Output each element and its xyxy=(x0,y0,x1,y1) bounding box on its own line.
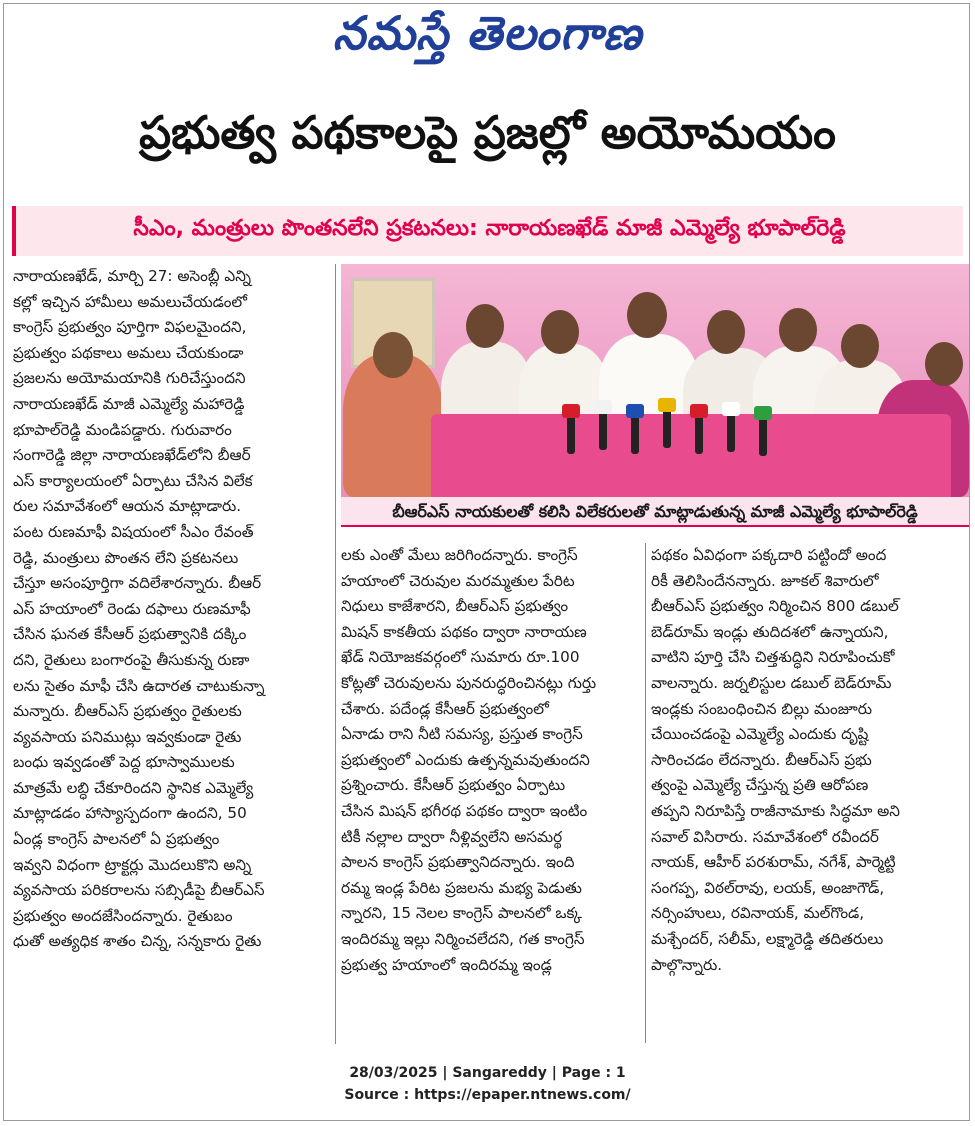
photo-microphone-head xyxy=(754,406,772,420)
photo-person-head xyxy=(707,310,745,354)
footer-date-edition: 28/03/2025 | Sangareddy | Page : 1 xyxy=(349,1065,626,1081)
photo-microphone xyxy=(631,414,639,454)
photo-person-head xyxy=(373,332,413,378)
photo-microphone-head xyxy=(626,404,644,418)
article-column-1: నారాయణఖేడ్, మార్చి 27: అసెంబ్లీ ఎన్ని కల్లో ఇచ్చిన హామీలు అమలుచేయడంలో కాంగ్రెస్ ప్రభుత్వం పూర్తిగా విఫలమైందని, ప్రభుత్వం పథకాలు అమలు చేయకుండా ప్రజలను అయోమయానికి గురిచేస్తుందని నారాయణఖేడ్ మాజీ ఎమ్మెల్యే మహారెడ్డి భూపాల్‌రెడ్డి మండిపడ్డారు. గురువారం సంగారెడ్డి జిల్లా నారాయణఖేడ్‌లోని బీఆర్ ఎస్ కార్యాలయంలో ఏర్పాటు చేసిన విలేక రుల సమావేశంలో ఆయన మాట్లాడారు. పంట రుణమాఫీ విషయంలో సీఎం రేవంత్ రెడ్డి, మంత్రులు పొంతన లేని ప్రకటనలు చేస్తూ అసంపూర్తిగా వదిలేశారన్నారు. బీఆర్ ఎస్ హయాంలో రెండు దఫాలు రుణమాఫీ చేసిన ఘనత కేసీఆర్ ప్రభుత్వానికి దక్కిం దని, రైతులు బంగారంపై తీసుకున్న రుణా లను సైతం మాఫీ చేసి ఉదారత చాటుకున్నా మన్నారు. బీఆర్‌ఎస్ ప్రభుత్వం రైతులకు వ్యవసాయ పనిముట్లు ఇవ్వకుండా రైతు బంధు ఇవ్వడంతో పెద్ద భూస్వాములకు మాత్రమే లబ్ధి చేకూరిందని స్థానిక ఎమ్మెల్యే మాట్లాడడం హాస్యాస్పదంగా ఉందని, 50 ఏండ్ల కాంగ్రెస్ పాలనలో ఏ ప్రభుత్వం ఇవ్వని విధంగా ట్రాక్టర్లు మొదలుకొని అన్ని వ్యవసాయ పరికరాలను సబ్సిడీపై బీఆర్‌ఎస్ ప్రభుత్వం అందజేసిందన్నారు. రైతుబం ధుతో అత్యధిక శాతం చిన్న, సన్నకారు రైతు xyxy=(13,267,265,951)
photo-person-head xyxy=(466,304,504,348)
photo-person-head xyxy=(541,310,579,354)
photo-microphone xyxy=(695,414,703,454)
column-divider xyxy=(645,543,646,1043)
photo-table xyxy=(431,414,951,497)
photo-person-head xyxy=(779,308,817,352)
article-column-3: పథకం ఏవిధంగా పక్కదారి పట్టిందో అంద రికీ తెలిసిందేనన్నారు. జూకల్ శివారులో బీఆర్‌ఎస్ ప్రభుత్వం నిర్మించిన 800 డబుల్ బెడ్‌రూమ్ ఇండ్లు తుదిదశలో ఉన్నాయని, వాటిని పూర్తి చేసి చిత్తశుద్ధిని నిరూపించుకో వాలన్నారు. జర్నలిస్టుల డబుల్ బెడ్‌రూమ్ ఇండ్లకు సంబంధించిన బిల్లు మంజూరు చేయించడంపై ఎమ్మెల్యే ఎందుకు దృష్టి సారించడం లేదన్నారు. బీఆర్‌ఎస్ ప్రభు త్వంపై ఎమ్మెల్యే చేస్తున్న ప్రతి ఆరోపణ తప్పని నిరూపిస్తే రాజీనామాకు సిద్ధమా అని సవాల్ విసిరారు. సమావేశంలో రవీందర్ నాయక్, ఆహీర్ పరశురామ్, నగేశ్, పార్మెట్టి సంగప్ప, విఠల్‌రావు, లయక్, అంజాగౌడ్, నర్సింహులు, రవినాయక్, మల్‌గొండ, మశ్చేందర్, సలీమ్, లక్ష్మారెడ్డి తదితరులు పాల్గొన్నారు. xyxy=(651,546,900,974)
photo-microphone-head xyxy=(722,402,740,416)
photo-microphone xyxy=(759,416,767,456)
photo-person-head xyxy=(925,342,963,386)
article-column-2: లకు ఎంతో మేలు జరిగిందన్నారు. కాంగ్రెస్ హయాంలో చెరువుల మరమ్మతుల పేరిట నిధులు కాజేశారని, బీఆర్‌ఎస్ ప్రభుత్వం మిషన్ కాకతీయ పథకం ద్వారా నారాయణ ఖేడ్ నియోజకవర్గంలో సుమారు రూ.100 కోట్లతో చెరువులను పునరుద్ధరించినట్లు గుర్తు చేశారు. పదేండ్ల కేసీఆర్ ప్రభుత్వంలో ఏనాడు రాని నీటి సమస్య, ప్రస్తుత కాంగ్రెస్ ప్రభుత్వంలో ఎందుకు ఉత్పన్నమవుతుందని ప్రశ్నించారు. కేసీఆర్ ప్రభుత్వం ఏర్పాటు చేసిన మిషన్ భగీరథ పథకం ద్వారా ఇంటిం టికీ నల్లాల ద్వారా నీళ్లివ్వలేని అసమర్థ పాలన కాంగ్రెస్ ప్రభుత్వానిదన్నారు. ఇంది రమ్మ ఇండ్ల పేరిట ప్రజలను మభ్య పెడుతు న్నారని, 15 నెలల కాంగ్రెస్ పాలనలో ఒక్క ఇందిరమ్మ ఇల్లు నిర్మించలేదని, గత కాంగ్రెస్ ప్రభుత్వ హయాంలో ఇందిరమ్మ ఇండ్ల xyxy=(341,546,597,974)
photo-caption: బీఆర్‌ఎస్ నాయకులతో కలిసి విలేకరులతో మాట్లాడుతున్న మాజీ ఎమ్మెల్యే భూపాల్‌రెడ్డి xyxy=(341,497,969,527)
photo-person-head xyxy=(627,292,667,338)
photo-microphone-head xyxy=(594,400,612,414)
photo-microphone-head xyxy=(658,398,676,412)
photo-person-head xyxy=(841,324,879,368)
photo-microphone-head xyxy=(562,404,580,418)
column-divider xyxy=(335,264,336,1044)
footer-source: Source : https://epaper.ntnews.com/ xyxy=(344,1087,631,1103)
press-meet-photo xyxy=(341,264,969,497)
photo-microphone xyxy=(663,408,671,448)
subheadline: సీఎం, మంత్రులు పొంతనలేని ప్రకటనలు: నారాయణఖేడ్ మాజీ ఎమ్మెల్యే భూపాల్‌రెడ్డి xyxy=(12,206,963,256)
photo-microphone xyxy=(599,410,607,450)
headline: ప్రభుత్వ పథకాలపై ప్రజల్లో అయోమయం xyxy=(139,106,836,159)
photo-microphone-head xyxy=(690,404,708,418)
photo-microphone xyxy=(567,414,575,454)
photo-microphone xyxy=(727,412,735,452)
masthead-logo: నమస్తే తెలంగాణ xyxy=(332,6,643,60)
